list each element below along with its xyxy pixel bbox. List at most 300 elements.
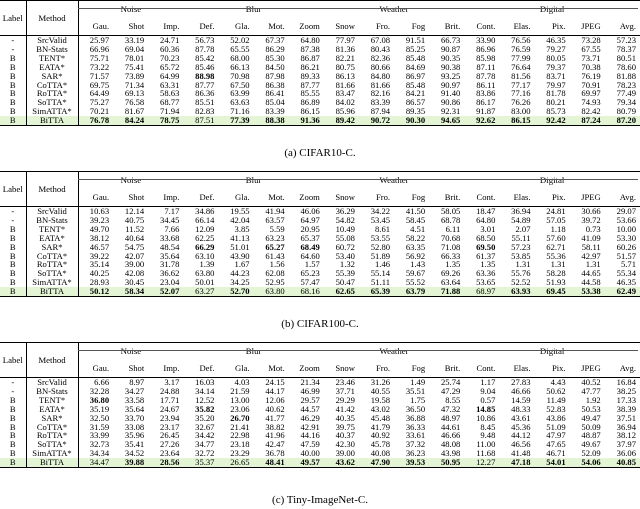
column-header-row: [0, 17, 640, 36]
value-cell: 40.75: [124, 215, 145, 225]
value-cell: 90.97: [440, 80, 461, 90]
value-cell: [183, 72, 218, 81]
value-cell: 36.62: [160, 269, 180, 279]
value-cell: 54.82: [335, 215, 355, 225]
value-cell: 42.07: [124, 251, 145, 261]
value-cell: 70.98: [230, 71, 250, 81]
value-cell: 86.96: [476, 44, 496, 54]
value-cell: 58.63: [160, 89, 180, 99]
value-cell: 32.72: [195, 449, 215, 459]
method-name: SrcValid: [26, 378, 78, 387]
method-name: TENT*: [26, 396, 78, 405]
best-value: 94.65: [440, 116, 461, 126]
results-table-c: [0, 342, 640, 468]
value-cell: 4.03: [234, 377, 250, 387]
value-cell: 50.47: [335, 278, 355, 288]
value-cell: 34.25: [230, 278, 250, 288]
table-row: [0, 54, 640, 63]
value-cell: 71.34: [124, 80, 145, 90]
value-cell: 3.17: [164, 377, 180, 387]
column-header: Gau.: [92, 20, 110, 31]
value-cell: 12.14: [124, 206, 145, 216]
value-cell: 23.06: [230, 404, 250, 414]
value-cell: 87.51: [183, 116, 218, 125]
value-cell: 34.45: [160, 215, 180, 225]
column-header: Pix.: [552, 362, 566, 373]
table-row: [0, 72, 640, 81]
value-cell: 35.20: [195, 413, 215, 423]
best-value: 54.06: [581, 458, 601, 468]
method-name: SAR*: [26, 72, 78, 81]
value-cell: [359, 287, 394, 296]
best-value: 66.29: [195, 242, 215, 252]
row-label: -: [0, 207, 26, 216]
method-name: EATA*: [26, 234, 78, 243]
method-name: BiTTA: [26, 116, 78, 125]
value-cell: 53.85: [511, 251, 531, 261]
value-cell: 51.93: [546, 278, 566, 288]
value-cell: 85.48: [405, 80, 426, 90]
value-cell: 52.02: [230, 35, 250, 45]
value-cell: 59.67: [405, 269, 426, 279]
column-header: Imp.: [163, 20, 180, 31]
value-cell: 52.83: [546, 404, 566, 414]
value-cell: 40.64: [124, 233, 145, 243]
row-label: B: [0, 405, 26, 414]
header-label: Label: [0, 1, 26, 36]
value-cell: 70.23: [160, 53, 180, 63]
value-cell: 58.22: [405, 233, 426, 243]
column-header: Snow: [335, 362, 355, 373]
value-cell: [464, 116, 499, 125]
value-cell: 69.13: [124, 89, 145, 99]
value-cell: 51.11: [371, 278, 391, 288]
value-cell: 39.75: [335, 422, 355, 432]
best-value: 62.65: [335, 287, 355, 297]
value-cell: 40.62: [265, 404, 285, 414]
value-cell: 1.35: [480, 260, 496, 270]
method-name: BN-Stats: [26, 387, 78, 396]
value-cell: 81.66: [335, 80, 355, 90]
column-header: Def.: [199, 191, 215, 202]
value-cell: 37.32: [405, 440, 426, 450]
value-cell: 81.67: [124, 107, 145, 117]
value-cell: 37.71: [335, 386, 355, 396]
value-cell: 31.59: [89, 422, 110, 432]
value-cell: 80.75: [335, 62, 355, 72]
value-cell: 83.00: [511, 107, 531, 117]
value-cell: 89.35: [405, 107, 426, 117]
value-cell: 30.45: [124, 278, 145, 288]
value-cell: 38.12: [616, 431, 636, 441]
value-cell: 11.68: [476, 449, 496, 459]
value-cell: [605, 458, 640, 467]
value-cell: 69.26: [440, 269, 461, 279]
value-cell: 57.60: [546, 233, 566, 243]
value-cell: 55.34: [616, 269, 636, 279]
value-cell: 41.09: [581, 233, 601, 243]
value-cell: 71.57: [89, 71, 110, 81]
table-block-c: [0, 342, 640, 468]
value-cell: 36.88: [405, 413, 426, 423]
value-cell: 68.50: [476, 233, 496, 243]
value-cell: [289, 116, 324, 125]
value-cell: 45.48: [370, 413, 391, 423]
best-value: 90.30: [405, 116, 426, 126]
group-weather: Weather: [324, 343, 464, 360]
value-cell: 3.01: [480, 224, 496, 234]
best-value: 50.12: [89, 287, 110, 297]
value-cell: 24.15: [265, 377, 285, 387]
value-cell: 78.01: [124, 53, 145, 63]
value-cell: 41.77: [265, 413, 285, 423]
value-cell: [464, 243, 499, 252]
results-table-a: [0, 0, 640, 126]
value-cell: 63.31: [160, 80, 180, 90]
value-cell: 58.11: [581, 242, 601, 252]
value-cell: 35.37: [183, 458, 218, 467]
column-header: Cont.: [476, 362, 496, 373]
value-cell: 83.39: [370, 98, 391, 108]
value-cell: 69.97: [581, 89, 601, 99]
value-cell: 10.00: [616, 224, 636, 234]
table-row: [0, 63, 640, 72]
value-cell: 66.14: [195, 215, 215, 225]
value-cell: 16.84: [616, 377, 636, 387]
value-cell: 39.22: [89, 251, 110, 261]
column-header: Pix.: [552, 20, 566, 31]
value-cell: 53.55: [370, 233, 391, 243]
value-cell: 23.18: [230, 440, 250, 450]
group-blur: Blur: [183, 172, 323, 189]
value-cell: 36.23: [405, 449, 426, 459]
value-cell: 91.87: [476, 107, 496, 117]
header-label: Label: [0, 343, 26, 378]
value-cell: 68.78: [440, 215, 461, 225]
best-value: 92.42: [546, 116, 566, 126]
value-cell: 41.96: [265, 431, 285, 441]
value-cell: 16.03: [195, 377, 215, 387]
value-cell: 85.04: [265, 98, 285, 108]
value-cell: 34.77: [195, 440, 215, 450]
value-cell: 24.88: [160, 386, 180, 396]
header-method: Method: [26, 172, 78, 207]
value-cell: 87.77: [300, 80, 320, 90]
value-cell: [324, 458, 359, 467]
value-cell: 65.72: [160, 62, 180, 72]
value-cell: [570, 116, 605, 125]
row-label: B: [0, 72, 26, 81]
value-cell: 0.73: [585, 224, 601, 234]
value-cell: [359, 458, 394, 467]
value-cell: 1.18: [550, 224, 566, 234]
value-cell: 18.47: [476, 206, 496, 216]
best-value: 71.88: [440, 287, 461, 297]
value-cell: [113, 116, 148, 125]
row-label: B: [0, 89, 26, 98]
best-value: 35.82: [195, 404, 215, 414]
value-cell: 50.62: [546, 386, 566, 396]
value-cell: 42.91: [300, 422, 320, 432]
value-cell: 86.29: [265, 44, 285, 54]
table-row: [0, 225, 640, 234]
value-cell: 32.50: [89, 413, 110, 423]
value-cell: [148, 287, 183, 296]
value-cell: 43.02: [370, 404, 391, 414]
value-cell: 92.31: [440, 107, 461, 117]
value-cell: 35.96: [124, 431, 145, 441]
row-label: B: [0, 54, 26, 63]
value-cell: 87.94: [370, 107, 391, 117]
value-cell: 35.64: [124, 404, 145, 414]
value-cell: 22.98: [230, 431, 250, 441]
method-name: BN-Stats: [26, 216, 78, 225]
row-label: B: [0, 396, 26, 405]
value-cell: 55.11: [511, 233, 531, 243]
value-cell: 53.66: [616, 215, 636, 225]
value-cell: [254, 243, 289, 252]
column-header: Snow: [335, 191, 355, 202]
value-cell: 23.29: [230, 449, 250, 459]
column-header: Gla.: [235, 20, 250, 31]
value-cell: 33.08: [124, 422, 145, 432]
column-header: Brit.: [444, 362, 461, 373]
value-cell: 7.66: [164, 224, 180, 234]
table-row: [0, 107, 640, 116]
value-cell: 33.19: [124, 35, 145, 45]
table-body: [0, 207, 640, 297]
value-cell: 55.52: [405, 278, 426, 288]
value-cell: 4.51: [410, 224, 426, 234]
value-cell: 1.35: [445, 260, 461, 270]
value-cell: 51.09: [546, 422, 566, 432]
value-cell: 23.46: [335, 377, 355, 387]
value-cell: 65.37: [300, 233, 320, 243]
method-name: BiTTA: [26, 458, 78, 467]
value-cell: 40.00: [300, 449, 320, 459]
value-cell: 6.66: [94, 377, 110, 387]
value-cell: 55.14: [370, 269, 391, 279]
value-cell: 56.73: [195, 35, 215, 45]
value-cell: 53.65: [476, 278, 496, 288]
value-cell: 55.76: [511, 269, 531, 279]
value-cell: 10.63: [89, 206, 110, 216]
value-cell: 52.09: [581, 449, 601, 459]
value-cell: 36.78: [265, 449, 285, 459]
value-cell: 73.89: [124, 71, 145, 81]
value-cell: [394, 287, 429, 296]
value-cell: 32.73: [89, 440, 110, 450]
value-cell: [113, 458, 148, 467]
value-cell: 44.23: [230, 269, 250, 279]
value-cell: 87.38: [300, 44, 320, 54]
value-cell: 54.75: [124, 242, 145, 252]
value-cell: 56.92: [405, 251, 426, 261]
value-cell: 69.04: [124, 44, 145, 54]
table-row: [0, 287, 640, 296]
best-value: 52.70: [230, 287, 250, 297]
value-cell: 32.28: [89, 386, 110, 396]
value-cell: 50.53: [581, 404, 601, 414]
value-cell: 80.43: [370, 44, 391, 54]
value-cell: 76.19: [581, 71, 601, 81]
value-cell: 70.38: [581, 62, 601, 72]
value-cell: 45.78: [370, 440, 391, 450]
value-cell: 7.17: [164, 206, 180, 216]
value-cell: [535, 287, 570, 296]
group-weather: Weather: [324, 1, 464, 18]
table-row: [0, 207, 640, 216]
value-cell: [429, 116, 464, 125]
value-cell: 62.71: [546, 242, 566, 252]
value-cell: [535, 116, 570, 125]
value-cell: [359, 116, 394, 125]
value-cell: 42.04: [230, 215, 250, 225]
column-header: Shot: [128, 191, 145, 202]
table-row: [0, 216, 640, 225]
table-body: [0, 36, 640, 126]
value-cell: 23.17: [160, 422, 180, 432]
table-row: [0, 396, 640, 405]
header-method: Method: [26, 343, 78, 378]
value-cell: 37.97: [616, 440, 636, 450]
value-cell: 86.36: [195, 89, 215, 99]
value-cell: 76.64: [511, 62, 531, 72]
value-cell: 85.30: [265, 53, 285, 63]
value-cell: 83.39: [265, 107, 285, 117]
value-cell: [570, 458, 605, 467]
value-cell: 75.71: [89, 53, 110, 63]
table-row: [0, 234, 640, 243]
value-cell: 1.32: [339, 260, 355, 270]
table-row: [0, 387, 640, 396]
value-cell: 23.94: [160, 413, 180, 423]
value-cell: 76.59: [511, 44, 531, 54]
value-cell: 11.49: [546, 395, 566, 405]
best-value: 14.85: [476, 404, 496, 414]
value-cell: 79.27: [546, 44, 566, 54]
column-header: Mot.: [268, 20, 285, 31]
value-cell: 86.38: [265, 80, 285, 90]
value-cell: 63.36: [476, 269, 496, 279]
value-cell: 40.35: [335, 413, 355, 423]
table-row: [0, 449, 640, 458]
value-cell: 90.86: [440, 98, 461, 108]
value-cell: 71.08: [440, 242, 461, 252]
value-cell: 70.91: [581, 80, 601, 90]
value-cell: 79.97: [546, 80, 566, 90]
value-cell: 19.55: [230, 206, 250, 216]
value-cell: 28.93: [89, 278, 110, 288]
column-header: Zoom: [299, 191, 320, 202]
value-cell: 26.45: [160, 431, 180, 441]
value-cell: 84.69: [405, 62, 426, 72]
best-value: 36.80: [89, 395, 110, 405]
value-cell: 63.27: [183, 287, 218, 296]
value-cell: 81.56: [511, 71, 531, 81]
table-block-b: [0, 171, 640, 297]
value-cell: 36.94: [511, 206, 531, 216]
results-table-b: [0, 171, 640, 297]
row-label: B: [0, 449, 26, 458]
value-cell: [429, 287, 464, 296]
column-header: Zoom: [299, 362, 320, 373]
value-cell: 48.08: [440, 440, 461, 450]
method-name: TENT*: [26, 225, 78, 234]
column-header: Fro.: [375, 20, 391, 31]
value-cell: [183, 243, 218, 252]
value-cell: 48.97: [440, 413, 461, 423]
value-cell: 77.97: [335, 35, 355, 45]
value-cell: 73.71: [581, 53, 601, 63]
method-name: SimATTA*: [26, 107, 78, 116]
value-cell: 45.36: [511, 422, 531, 432]
value-cell: 89.33: [300, 71, 320, 81]
value-cell: 86.87: [300, 53, 320, 63]
value-cell: 71.16: [230, 107, 250, 117]
best-value: 39.53: [405, 458, 426, 468]
value-cell: 48.87: [581, 431, 601, 441]
value-cell: 8.45: [480, 422, 496, 432]
value-cell: 1.31: [550, 260, 566, 270]
column-header: Fog: [411, 20, 426, 31]
best-value: 47.90: [370, 458, 391, 468]
group-digital: Digital: [464, 343, 640, 360]
value-cell: 1.46: [375, 260, 391, 270]
value-cell: 47.59: [300, 440, 320, 450]
method-name: SAR*: [26, 243, 78, 252]
best-value: 48.41: [265, 458, 285, 468]
value-cell: 90.35: [440, 53, 461, 63]
value-cell: 69.75: [89, 80, 110, 90]
column-header: Elas.: [513, 20, 531, 31]
column-header-row: [0, 359, 640, 378]
value-cell: 51.89: [370, 251, 391, 261]
value-cell: 93.25: [440, 71, 461, 81]
column-header: Imp.: [163, 362, 180, 373]
value-cell: 64.49: [89, 89, 110, 99]
value-cell: 40.55: [370, 386, 391, 396]
column-header: Fog: [411, 362, 426, 373]
value-cell: 80.79: [616, 107, 636, 117]
value-cell: [78, 116, 113, 125]
value-cell: [499, 287, 534, 296]
table-row: [0, 260, 640, 269]
best-value: 68.49: [300, 242, 320, 252]
best-value: 87.20: [616, 116, 636, 126]
column-header: Gla.: [235, 191, 250, 202]
value-cell: 78.60: [616, 62, 636, 72]
value-cell: 58.45: [405, 215, 426, 225]
value-cell: 8.55: [445, 395, 461, 405]
best-value: 88.98: [195, 71, 215, 81]
value-cell: 40.08: [370, 449, 391, 459]
value-cell: 76.56: [511, 35, 531, 45]
value-cell: 1.67: [234, 260, 250, 270]
value-cell: 63.23: [265, 233, 285, 243]
row-label: B: [0, 98, 26, 107]
value-cell: 66.33: [440, 251, 461, 261]
group-noise: Noise: [78, 1, 183, 18]
value-cell: 1.31: [515, 260, 531, 270]
value-cell: 29.29: [335, 395, 355, 405]
value-cell: 54.89: [511, 215, 531, 225]
best-value: 62.49: [616, 287, 636, 297]
best-value: 26.70: [230, 413, 250, 423]
value-cell: [394, 458, 429, 467]
value-cell: 46.35: [546, 35, 566, 45]
value-cell: 36.29: [335, 206, 355, 216]
